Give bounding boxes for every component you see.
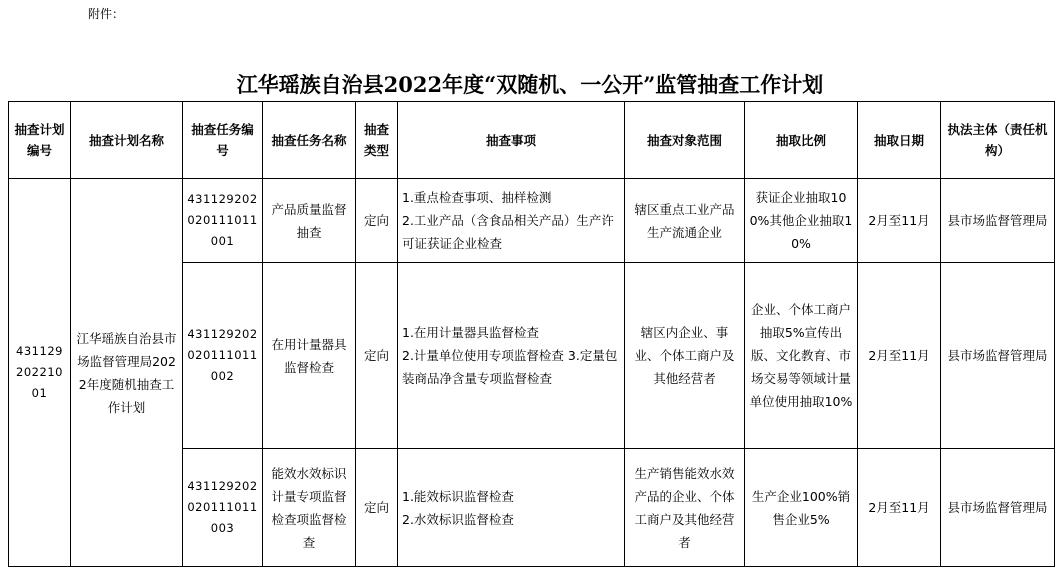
document-title: 江华瑶族自治县2022年度“双随机、一公开”监管抽查工作计划 [236, 72, 824, 97]
ratio-cell: 企业、个体工商户抽取5%宣传出版、文化教育、市场交易等领域计量单位使用抽取10% [745, 263, 858, 449]
ratio-cell: 获证企业抽取100%其他企业抽取10% [745, 179, 858, 263]
inspection-item: 1.能效标识监督检查 [402, 488, 514, 504]
scope-cell: 辖区重点工业产品生产流通企业 [625, 179, 745, 263]
table-row [9, 179, 1055, 263]
scope-cell: 辖区内企业、事业、个体工商户及其他经营者 [625, 263, 745, 449]
header-scope: 抽查对象范围 [625, 102, 745, 179]
inspection-plan-table [8, 101, 1055, 567]
header-subject: 执法主体（责任机构） [941, 102, 1055, 179]
task-number-cell: 431129202020111011001 [183, 179, 263, 263]
inspection-item: 2.水效标识监督检查 [402, 511, 514, 527]
date-cell: 2月至11月 [858, 449, 941, 567]
inspection-item: 2.计量单位使用专项监督检查 3.定量包装商品净含量专项监督检查 [402, 348, 618, 386]
header-ratio: 抽取比例 [745, 102, 858, 179]
task-number-cell: 431129202020111011002 [183, 263, 263, 449]
type-cell: 定向 [356, 179, 398, 263]
inspection-item: 1.重点检查事项、抽样检测 [402, 190, 552, 205]
type-cell: 定向 [356, 263, 398, 449]
header-items: 抽查事项 [398, 102, 625, 179]
header-plan-name: 抽查计划名称 [71, 102, 183, 179]
task-number-cell: 431129202020111011003 [183, 449, 263, 567]
task-name-cell: 能效水效标识计量专项监督检查项监督检查 [263, 449, 356, 567]
inspection-item: 2.工业产品（含食品相关产品）生产许可证获证企业检查 [402, 213, 614, 251]
header-task-no: 抽查任务编号 [183, 102, 263, 179]
items-cell [398, 449, 625, 567]
ratio-cell: 生产企业100%销售企业5% [745, 449, 858, 567]
plan-name-cell: 江华瑶族自治县市场监督管理局2022年度随机抽查工作计划 [71, 179, 183, 567]
attachment-label: 附件： [88, 7, 125, 21]
subject-cell: 县市场监督管理局 [941, 263, 1055, 449]
inspection-item: 1.在用计量器具监督检查 [402, 325, 539, 340]
scope-cell: 生产销售能效水效产品的企业、个体工商户及其他经营者 [625, 449, 745, 567]
date-cell: 2月至11月 [858, 179, 941, 263]
subject-cell: 县市场监督管理局 [941, 449, 1055, 567]
items-cell [398, 263, 625, 449]
plan-number-cell: 43112920221001 [9, 179, 71, 567]
header-date: 抽取日期 [858, 102, 941, 179]
date-cell: 2月至11月 [858, 263, 941, 449]
type-cell: 定向 [356, 449, 398, 567]
header-plan-no: 抽查计划编号 [9, 102, 71, 179]
table-header-row [9, 102, 1055, 179]
header-task-name: 抽查任务名称 [263, 102, 356, 179]
header-type: 抽查类型 [356, 102, 398, 179]
subject-cell: 县市场监督管理局 [941, 179, 1055, 263]
task-name-cell: 产品质量监督抽查 [263, 179, 356, 263]
task-name-cell: 在用计量器具监督检查 [263, 263, 356, 449]
items-cell [398, 179, 625, 263]
